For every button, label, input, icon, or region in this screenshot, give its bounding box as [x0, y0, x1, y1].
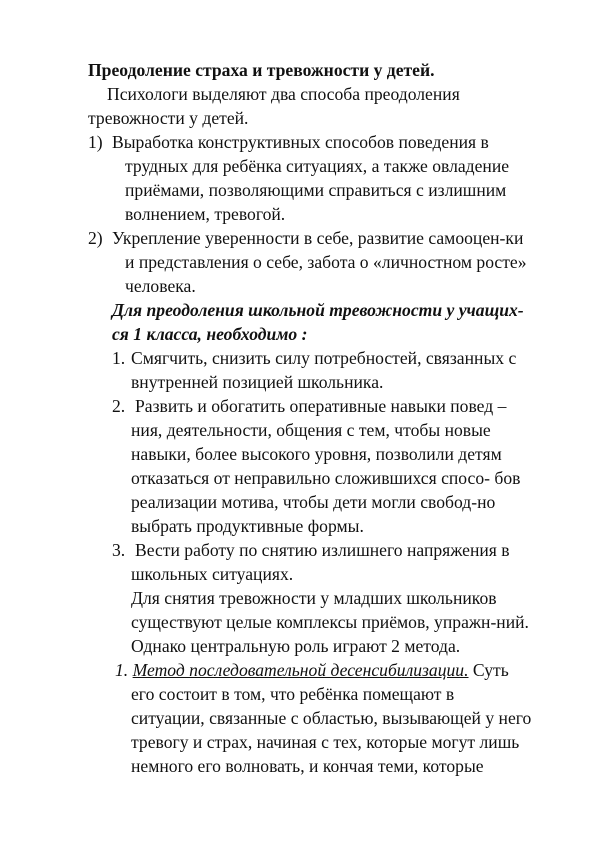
step-number: 2.	[112, 396, 126, 416]
method-line: Укрепление уверенности в себе, развитие самооцен-ки	[112, 228, 524, 248]
step-line: Для снятия тревожности у младших школьников	[131, 588, 497, 608]
school-heading: ся 1 класса, необходимо :	[112, 324, 308, 344]
step-line: Однако центральную роль играют 2 метода.	[131, 636, 461, 656]
method1-line: немного его волновать, и кончая теми, которые	[131, 756, 484, 776]
method-number: 2)	[88, 228, 103, 248]
school-heading: Для преодоления школьной тревожности у учащих-	[112, 300, 524, 320]
document-title: Преодоление страха и тревожности у детей.	[88, 60, 435, 80]
method1-name: Метод последовательной десенсибилизации.	[132, 660, 469, 680]
method-number: 1)	[88, 132, 103, 152]
method-line: волнением, тревогой.	[125, 204, 286, 224]
method1-line	[115, 658, 509, 682]
method1-rest: Суть	[468, 660, 509, 680]
method-line: трудных для ребёнка ситуациях, а также овладение	[125, 156, 510, 176]
step-line: выбрать продуктивные формы.	[131, 516, 364, 536]
method-line: Выработка конструктивных способов поведения в	[112, 132, 489, 152]
intro-line: Психологи выделяют два способа преодоления	[107, 84, 460, 104]
step-line: ния, деятельности, общения с тем, чтобы новые	[131, 420, 491, 440]
step-line: Смягчить, снизить силу потребностей, связанных с	[131, 348, 517, 368]
step-number: 3.	[112, 540, 126, 560]
step-line: Развить и обогатить оперативные навыки повед –	[135, 396, 507, 416]
step-number: 1.	[112, 348, 126, 368]
step-line: реализации мотива, чтобы дети могли свобод-но	[131, 492, 496, 512]
step-line: Вести работу по снятию излишнего напряжения в	[135, 540, 510, 560]
method1-line: его состоит в том, что ребёнка помещают в	[131, 684, 455, 704]
step-line: отказаться от неправильно сложившихся спосо- бов	[131, 468, 521, 488]
method1-number: 1.	[115, 660, 129, 680]
method-line: человека.	[125, 276, 196, 296]
step-line: внутренней позицией школьника.	[131, 372, 384, 392]
step-line: школьных ситуациях.	[131, 564, 294, 584]
method1-line: тревогу и страх, начиная с тех, которые могут лишь	[131, 732, 520, 752]
intro-line: тревожности у детей.	[88, 108, 249, 128]
method1-line: ситуации, связанные с областью, вызывающей у него	[131, 708, 532, 728]
method-line: и представления о себе, забота о «личностном росте»	[125, 252, 527, 272]
step-line: навыки, более высокого уровня, позволили детям	[131, 444, 502, 464]
step-line: существуют целые комплексы приёмов, упражн-ний.	[131, 612, 529, 632]
method-line: приёмами, позволяющими справиться с излишним	[125, 180, 507, 200]
